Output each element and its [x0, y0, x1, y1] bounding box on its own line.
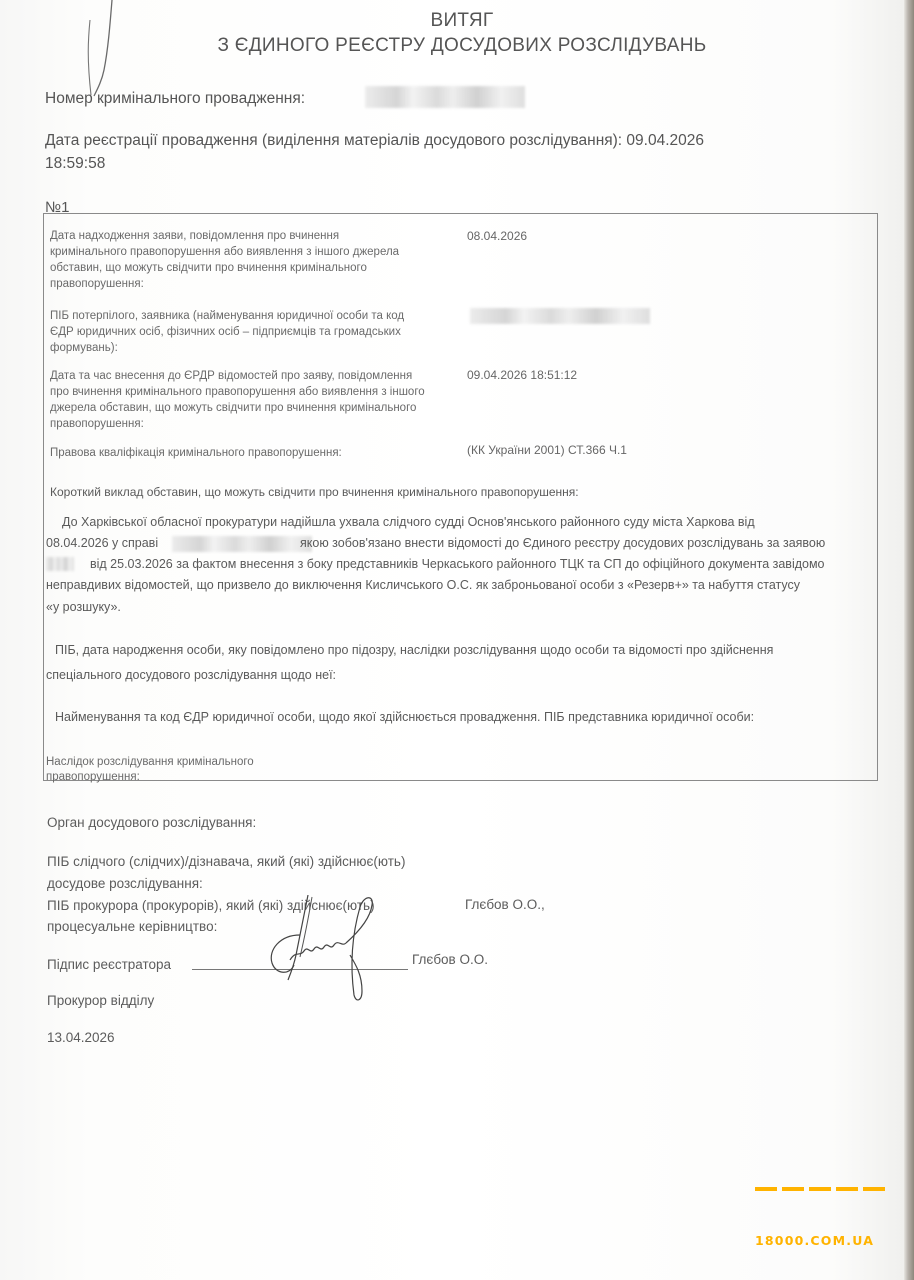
received-date-value: 08.04.2026 — [467, 229, 528, 243]
erdr-entry-value: 09.04.2026 18:51:12 — [467, 368, 578, 382]
prosecutor-label-2: процесуальне керівництво: — [47, 919, 218, 934]
registration-time: 18:59:58 — [45, 155, 106, 172]
result-heading-1: Наслідок розслідування кримінального — [46, 756, 254, 768]
registrar-signature-label: Підпис реєстратора — [47, 957, 172, 972]
registrar-name: Глєбов О.О. — [412, 952, 488, 967]
victim-label: ПІБ потерпілого, заявника (найменування юридичної особи та код ЄДР юридичних осіб, фізичних осіб – підприємців та громадських формувань): — [50, 310, 405, 354]
document-subtitle: З ЄДИНОГО РЕЄСТРУ ДОСУДОВИХ РОЗСЛІДУВАНЬ — [217, 35, 707, 56]
issue-date: 13.04.2026 — [47, 1030, 115, 1045]
victim-value-redacted — [470, 308, 650, 324]
summary-line-5: «у розшуку». — [46, 600, 121, 614]
investigation-body-label: Орган досудового розслідування: — [47, 815, 257, 830]
erdr-entry-label: Дата та час внесення до ЄРДР відомостей про заяву, повідомлення про вчинення кримінального правопорушення або виявлення з іншого джерела обставин, що можуть свідчити про вчинення кримінального правопорушення: — [50, 370, 425, 430]
summary-line-1: До Харківської обласної прокуратури надійшла ухвала слідчого судді Основ'янського районного суду міста Харкова від — [62, 515, 755, 529]
investigator-label-1: ПІБ слідчого (слідчих)/дізнавача, який (які) здійснює(ють) — [47, 854, 406, 869]
suspect-heading-2: спеціального досудового розслідування щодо неї: — [46, 668, 337, 682]
summary-line-4: неправдивих відомостей, що призвело до виключення Кисличського О.С. як заброньованої особи з «Резерв+» та набуття статусу — [46, 578, 800, 592]
summary-line-2a: 08.04.2026 у справі — [46, 536, 159, 550]
handwritten-signature-icon — [260, 895, 390, 1005]
position-title: Прокурор відділу — [47, 993, 155, 1008]
case-reference-redacted — [172, 536, 312, 552]
document-title: ВИТЯГ — [430, 10, 494, 31]
legal-qualification-value: (КК України 2001) СТ.366 Ч.1 — [467, 443, 627, 457]
entry-number: №1 — [45, 199, 70, 216]
legal-entity-heading: Найменування та код ЄДР юридичної особи, щодо якої здійснюється провадження. ПІБ представника юридичної особи: — [55, 710, 755, 724]
investigator-label-2: досудове розслідування: — [47, 876, 203, 891]
summary-line-2b: якою зобов'язано внести відомості до Єдиного реєстру досудових розслідувань за заявою — [300, 536, 826, 550]
summary-heading: Короткий виклад обставин, що можуть свідчити про вчинення кримінального правопорушення: — [50, 485, 579, 499]
applicant-redacted — [46, 557, 74, 571]
summary-line-3: від 25.03.2026 за фактом внесення з боку представників Черкаського районного ТЦК та СП до офіційного документа завідомо — [90, 557, 825, 571]
suspect-heading-1: ПІБ, дата народження особи, яку повідомлено про підозру, наслідки розслідування щодо особи та відомості про здійснення — [55, 643, 774, 657]
prosecutor-name: Глєбов О.О., — [465, 897, 545, 912]
received-date-label: Дата надходження заяви, повідомлення про вчинення кримінального правопорушення або виявлення з іншого джерела обставин, що можуть свідчити про вчинення кримінального правопорушення: — [50, 230, 400, 290]
watermark-dashes — [755, 1187, 885, 1191]
case-number-label: Номер кримінального провадження: — [45, 90, 306, 107]
registration-date-label: Дата реєстрації провадження (виділення матеріалів досудового розслідування): 09.04.2026 — [45, 132, 704, 149]
paper-edge-shadow — [904, 0, 914, 1280]
legal-qualification-label: Правова кваліфікація кримінального правопорушення: — [50, 447, 342, 459]
case-number-redacted — [365, 86, 525, 108]
watermark-logo: 18000.COM.UA — [755, 1233, 875, 1248]
result-heading-2: правопорушення: — [46, 771, 140, 783]
prosecutor-label-1: ПІБ прокурора (прокурорів), який (які) здійснює(ють) — [47, 898, 375, 913]
